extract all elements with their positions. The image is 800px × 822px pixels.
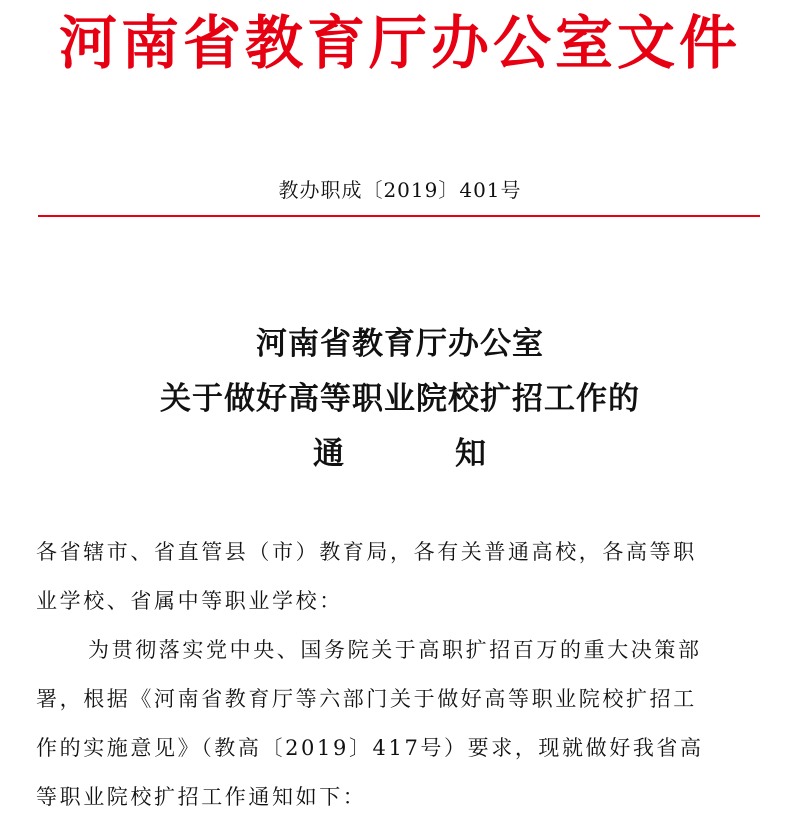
- notice-title-char-zhi: 知: [455, 436, 487, 472]
- body-line-paragraph-1: 为贯彻落实党中央、国务院关于高职扩招百万的重大决策部: [88, 638, 702, 662]
- body-line-paragraph-3: 作的实施意见》（教高〔2019〕417号）要求，现就做好我省高: [36, 736, 704, 760]
- notice-title-line-2: 关于做好高等职业院校扩招工作的: [160, 381, 640, 417]
- body-line-paragraph-2: 署，根据《河南省教育厅等六部门关于做好高等职业院校扩招工: [36, 687, 697, 711]
- body-line-addressee-2: 业学校、省属中等职业学校：: [36, 589, 343, 613]
- document-number: 教办职成〔2019〕401号: [278, 178, 522, 202]
- notice-title-char-tong: 通: [313, 436, 345, 472]
- body-line-paragraph-4: 等职业院校扩招工作通知如下：: [36, 785, 367, 809]
- issuer-header: 河南省教育厅办公室文件: [58, 9, 741, 77]
- notice-title-line-1: 河南省教育厅办公室: [256, 326, 544, 362]
- body-line-addressee-1: 各省辖市、省直管县（市）教育局，各有关普通高校，各高等职: [36, 540, 697, 564]
- notice-title-line-3: [0, 432, 800, 476]
- red-separator-line: [38, 215, 760, 217]
